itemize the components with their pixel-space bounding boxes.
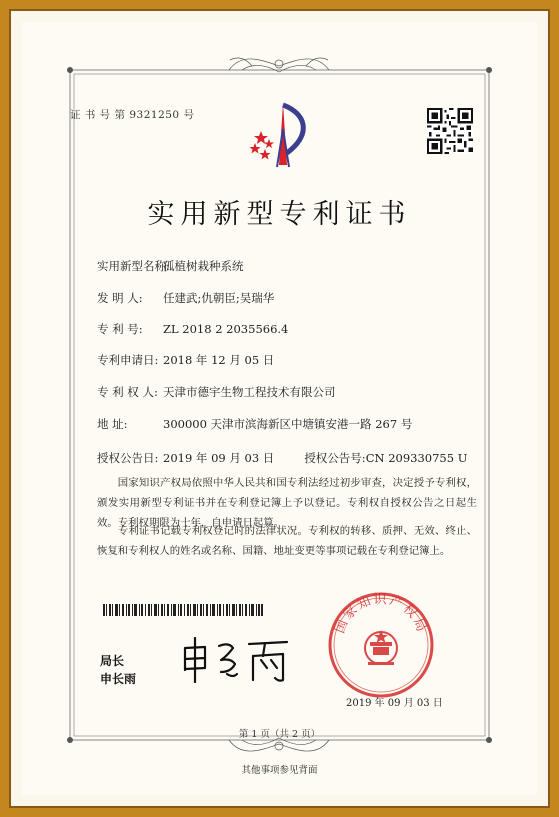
- field-patentee: [97, 384, 336, 400]
- director-block: [100, 652, 136, 688]
- director-name: 申长雨: [100, 672, 137, 686]
- page-number: 第 1 页（共 2 页）: [238, 729, 321, 740]
- field-label: 专利申请日:: [97, 353, 159, 367]
- official-seal: [326, 590, 436, 700]
- grant-date-label: 授权公告日:: [97, 451, 159, 465]
- handwritten-signature: [175, 634, 310, 684]
- field-label: 专 利 权 人:: [97, 385, 158, 399]
- grant-date-value: 2019 年 09 月 03 日: [163, 451, 275, 465]
- certificate-number: 证 书 号 第 9321250 号: [70, 109, 195, 121]
- patent-office-logo: [243, 95, 323, 175]
- field-grant: [97, 450, 467, 466]
- field-label: 专 利 号:: [97, 322, 143, 336]
- qr-code: [427, 108, 473, 154]
- director-title: 局长: [100, 654, 125, 668]
- certificate-statement: 国家知识产权局依照中华人民共和国专利法经过初步审查，决定授予专利权，颁发实用新型专利证书并在专利登记簿上予以登记。专利权自授权公告之日起生效。专利权期限为十年，自申请日起算。: [97, 477, 477, 529]
- certificate-title: 实用新型专利证书: [147, 199, 412, 230]
- field-value: 任建武;仇朝臣;吴瑞华: [163, 291, 275, 305]
- grant-number-label: 授权公告号:: [304, 451, 366, 465]
- field-value: 300000 天津市滨海新区中塘镇安港一路 267 号: [163, 417, 413, 431]
- seal-date: 2019 年 09 月 03 日: [346, 698, 443, 709]
- svg-text:国家知识产权局: [333, 592, 430, 635]
- field-utility-name: [97, 258, 244, 274]
- field-value: 孤植树栽种系统: [163, 259, 244, 273]
- footer-note: 其他事项参见背面: [241, 765, 318, 776]
- field-label: 实用新型名称:: [97, 259, 170, 273]
- legal-status-note: 专利证书记载专利权登记时的法律状况。专利权的转移、质押、无效、终止、恢复和专利权人的姓名或名称、国籍、地址变更等事项记载在专利登记簿上。: [97, 525, 477, 557]
- field-label: 地 址:: [97, 417, 128, 431]
- grant-number-value: CN 209330755 U: [365, 451, 468, 465]
- field-inventors: [97, 290, 274, 306]
- barcode: [103, 604, 263, 616]
- field-address: [97, 416, 412, 432]
- seal-text: 国家知识产权局: [332, 592, 430, 636]
- field-patent-number: [97, 321, 288, 337]
- field-value: ZL 2018 2 2035566.4: [163, 322, 289, 336]
- field-application-date: [97, 352, 274, 368]
- field-label: 发 明 人:: [97, 291, 143, 305]
- field-value: 天津市德宇生物工程技术有限公司: [163, 385, 336, 399]
- field-value: 2018 年 12 月 05 日: [163, 353, 275, 367]
